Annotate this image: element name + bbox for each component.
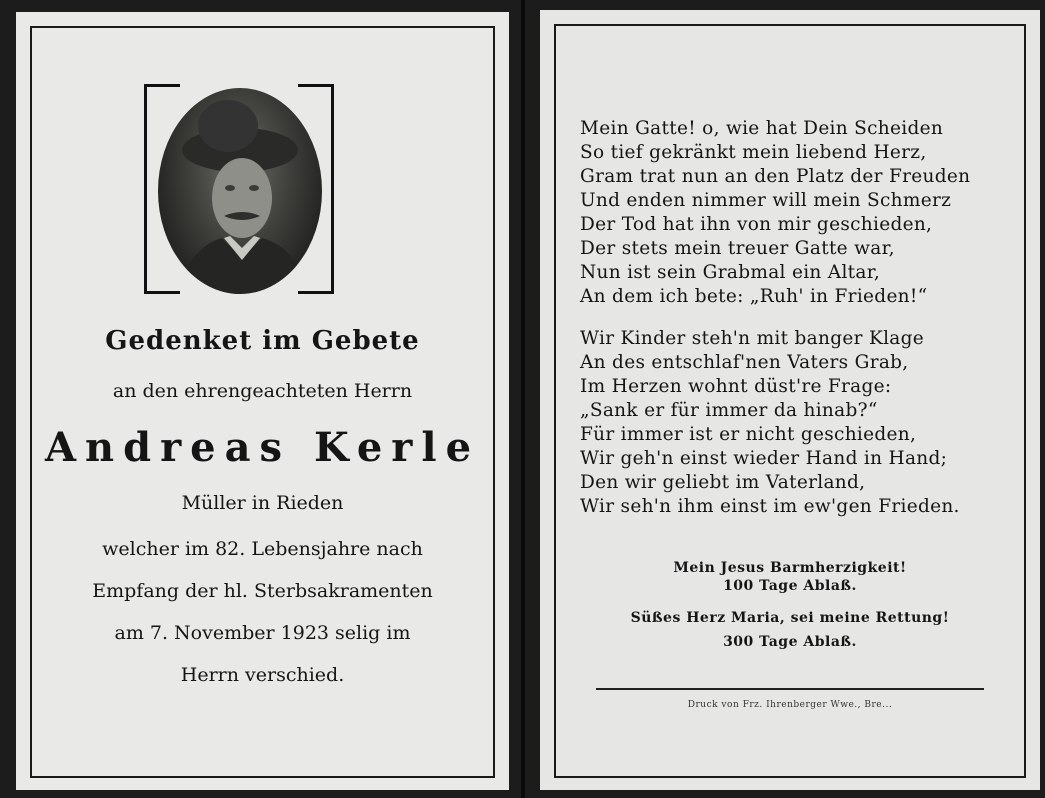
card-fold	[521, 0, 525, 798]
verse-line: Wir seh'n ihm einst im ew'gen Frieden.	[580, 496, 960, 517]
body-line: welcher im 82. Lebensjahre nach	[102, 538, 423, 560]
verse-line: Nun ist sein Grabmal ein Altar,	[580, 262, 881, 283]
intro-line: an den ehrengeachteten Herrn	[112, 380, 413, 402]
prayer-line: Mein Jesus Barmherzigkeit!	[673, 560, 907, 576]
printer-credit: Druck von Frz. Ihrenberger Wwe., Bre...	[687, 700, 893, 710]
occupation: Müller in Rieden	[181, 492, 344, 514]
verse-line: Gram trat nun an den Platz der Freuden	[580, 166, 971, 187]
deceased-name: Andreas Kerle	[44, 424, 481, 471]
heading: Gedenket im Gebete	[105, 326, 420, 356]
prayer-line: Süßes Herz Maria, sei meine Rettung!	[630, 610, 950, 626]
verse-line: Für immer ist er nicht geschieden,	[580, 424, 917, 445]
verse-line: Mein Gatte! o, wie hat Dein Scheiden	[580, 118, 944, 139]
verse-line: So tief gekränkt mein liebend Herz,	[580, 142, 927, 163]
verse-line: An dem ich bete: „Ruh' in Frieden!“	[580, 286, 928, 307]
body-line: Herrn verschied.	[180, 664, 345, 686]
body-line: Empfang der hl. Sterbsakramenten	[92, 580, 433, 602]
verse-line: Wir geh'n einst wieder Hand in Hand;	[580, 448, 948, 469]
verse-line: An des entschlaf'nen Vaters Grab,	[580, 352, 909, 373]
verse-line: Den wir geliebt im Vaterland,	[580, 472, 866, 493]
portrait-figure	[158, 88, 322, 294]
verse-line: Wir Kinder steh'n mit banger Klage	[580, 328, 925, 349]
verse-line: Der Tod hat ihn von mir geschieden,	[580, 214, 933, 235]
portrait-photo	[158, 88, 322, 294]
divider	[596, 688, 984, 690]
verse-line: Und enden nimmer will mein Schmerz	[580, 190, 952, 211]
body-line: am 7. November 1923 selig im	[114, 622, 411, 644]
portrait-frame	[144, 84, 334, 294]
indulgence-line: 300 Tage Ablaß.	[723, 634, 857, 650]
verse-line: Der stets mein treuer Gatte war,	[580, 238, 895, 259]
indulgence-line: 100 Tage Ablaß.	[723, 578, 857, 594]
verse-line: „Sank er für immer da hinab?“	[580, 400, 878, 421]
memorial-card-back	[540, 10, 1040, 790]
verse-line: Im Herzen wohnt düst're Frage:	[580, 376, 892, 397]
memorial-card-front	[16, 12, 509, 790]
